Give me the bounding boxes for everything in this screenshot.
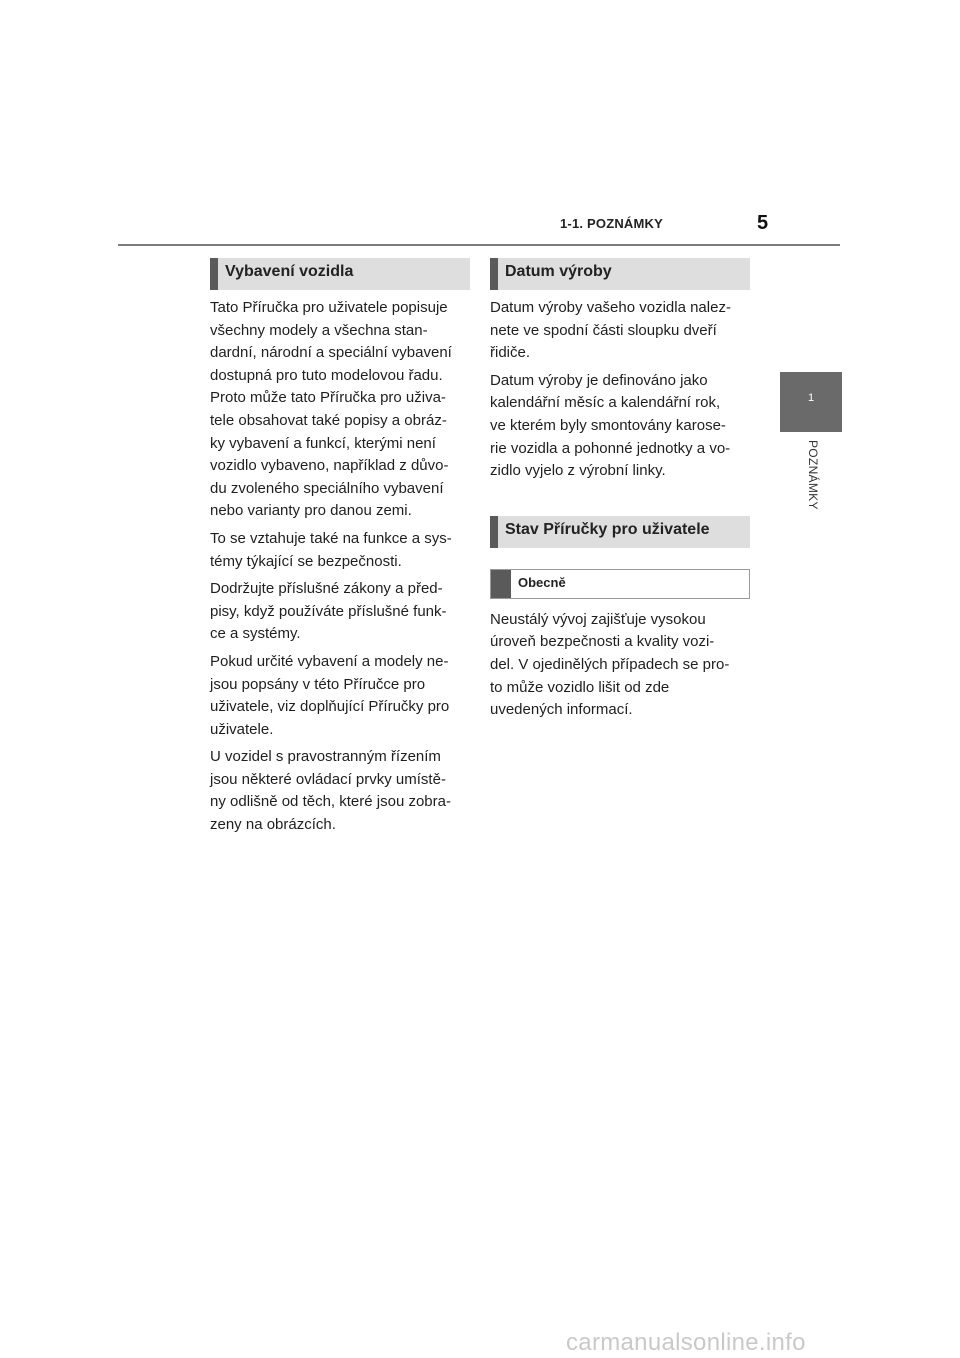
page-number: 5	[757, 212, 769, 234]
text-line: U vozidel s pravostranným řízením	[210, 748, 441, 766]
paragraph	[210, 651, 470, 741]
subsection-title-obecne: Obecně	[518, 574, 566, 590]
right-column	[490, 258, 750, 727]
section-heading	[210, 258, 470, 290]
left-column	[210, 258, 470, 842]
text-line: kalendářní měsíc a kalendářní rok,	[490, 394, 721, 412]
section-heading	[490, 516, 750, 548]
text-line: Dodržujte příslušné zákony a před-	[210, 580, 443, 598]
paragraph	[210, 528, 470, 573]
section-body	[490, 297, 750, 483]
text-line: Neustálý vývoj zajišťuje vysokou	[490, 610, 706, 628]
paragraph	[490, 297, 750, 365]
section-body	[210, 297, 470, 837]
text-line: nebo varianty pro danou zemi.	[210, 502, 412, 520]
paragraph	[490, 609, 750, 722]
paragraph	[210, 297, 470, 523]
text-line: Proto může tato Příručka pro uživa-	[210, 389, 446, 407]
text-line: dardní, národní a speciální vybavení	[210, 344, 452, 362]
text-line: du zvoleného speciálního vybavení	[210, 479, 444, 497]
section-title-datum-vyroby: Datum výroby	[505, 263, 612, 280]
section-heading	[490, 258, 750, 290]
text-line: Datum výroby je definováno jako	[490, 371, 708, 389]
header-rule	[118, 244, 840, 246]
text-line: řidiče.	[490, 344, 531, 362]
section-heading-bar	[210, 258, 218, 290]
text-line: uživatele, viz doplňující Příručky pro	[210, 698, 450, 716]
chapter-tab-number: 1	[807, 392, 815, 404]
paragraph	[210, 578, 470, 646]
section-title-vybaveni: Vybavení vozidla	[225, 263, 354, 280]
text-line: nete ve spodní části sloupku dveří	[490, 321, 717, 339]
text-line: pisy, když používáte příslušné funk-	[210, 602, 447, 620]
chapter-tab-label: POZNÁMKY	[806, 440, 820, 510]
text-line: Pokud určité vybavení a modely ne-	[210, 652, 449, 670]
text-line: jsou popsány v této Příručce pro	[210, 675, 426, 693]
text-line: zidlo vyjelo z výrobní linky.	[490, 462, 666, 480]
text-line: tele obsahovat také popisy a obráz-	[210, 411, 447, 429]
header-section-title: 1-1. POZNÁMKY	[560, 216, 664, 231]
text-line: ky vybavení a funkcí, kterými není	[210, 434, 436, 452]
text-line: ve kterém byly smontovány karose-	[490, 416, 726, 434]
watermark: carmanualsonline.info	[566, 1329, 806, 1356]
text-line: zeny na obrázcích.	[210, 816, 336, 834]
text-line: dostupná pro tuto modelovou řadu.	[210, 366, 443, 384]
subsection-heading	[490, 569, 750, 599]
text-line: del. V ojedinělých případech se pro-	[490, 655, 730, 673]
section-body	[490, 609, 750, 722]
text-line: témy týkající se bezpečnosti.	[210, 552, 402, 570]
section-title-stav-prirucky: Stav Příručky pro uživatele	[505, 520, 710, 538]
text-line: uvedených informací.	[490, 701, 633, 719]
text-line: to může vozidlo lišit od zde	[490, 678, 670, 696]
text-line: Tato Příručka pro uživatele popisuje	[210, 299, 448, 316]
text-line: jsou některé ovládací prvky umístě-	[210, 770, 446, 788]
paragraph	[210, 746, 470, 836]
section-heading-bar	[490, 258, 498, 290]
text-line: rie vozidla a pohonné jednotky a vo-	[490, 439, 731, 457]
text-line: To se vztahuje také na funkce a sys-	[210, 529, 452, 547]
text-line: Datum výroby vašeho vozidla nalez-	[490, 299, 731, 316]
section-heading-bar	[490, 516, 498, 548]
text-line: ny odlišně od těch, které jsou zobra-	[210, 793, 451, 811]
text-line: všechny modely a všechna stan-	[210, 321, 428, 339]
paragraph	[490, 370, 750, 483]
text-line: ce a systémy.	[210, 625, 301, 643]
text-line: vozidlo vybaveno, například z důvo-	[210, 457, 449, 475]
text-line: úroveň bezpečnosti a kvality vozi-	[490, 633, 715, 651]
text-line: uživatele.	[210, 720, 274, 738]
subsection-heading-bar	[491, 570, 511, 598]
